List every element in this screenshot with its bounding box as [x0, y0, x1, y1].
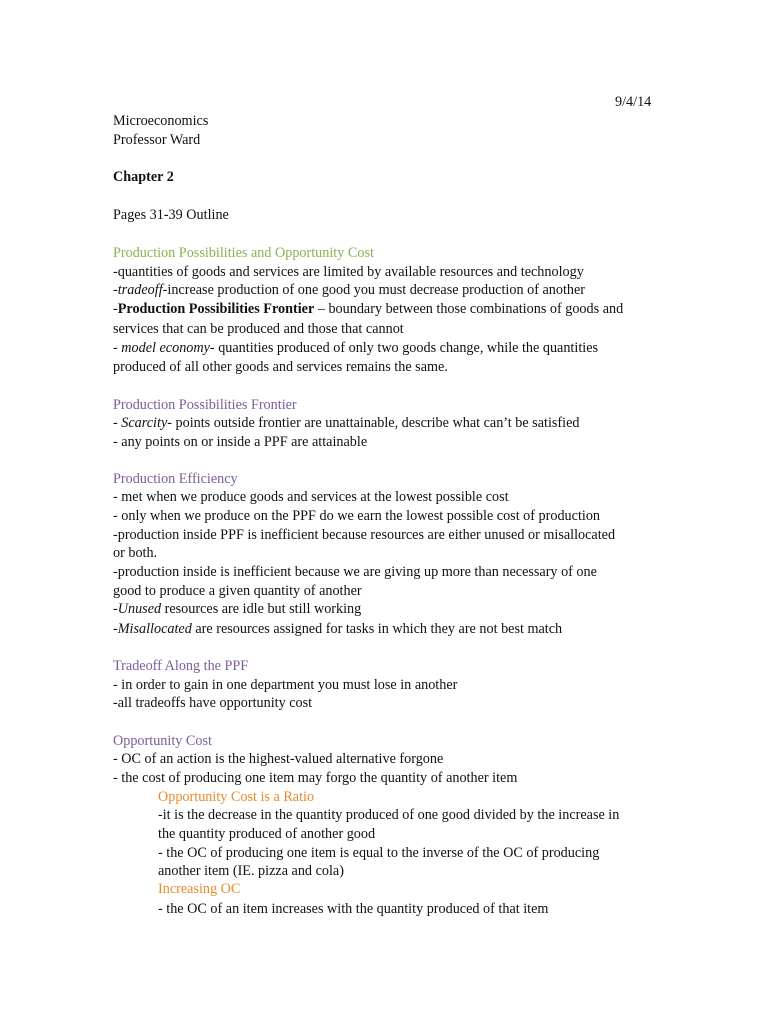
s3-line-7: -Unused resources are idle but still working [113, 601, 362, 617]
s2-line-1: - Scarcity- points outside frontier are unattainable, describe what can’t be satisfied [113, 415, 580, 431]
term-misallocated: Misallocated [117, 621, 192, 637]
chapter-title-text: Chapter 2 [113, 169, 174, 185]
term-model-economy: model economy [121, 340, 210, 356]
chapter-title [113, 168, 174, 186]
s5-sub1-line-1: -it is the decrease in the quantity produced of one good divided by the increase in [158, 807, 620, 823]
s3-line-3: -production inside PPF is inefficient because resources are either unused or misallocated [113, 527, 616, 543]
s3-line-8: -Misallocated are resources assigned for tasks in which they are not best match [113, 621, 563, 637]
note-date: 9/4/14 [615, 94, 652, 110]
term-scarcity: Scarcity [121, 415, 168, 431]
s5-sub1-line-3: - the OC of producing one item is equal to the inverse of the OC of producing [158, 845, 600, 861]
section-heading-ppf: Production Possibilities Frontier [113, 397, 297, 413]
s3-line-1: - met when we produce goods and services at the lowest possible cost [113, 489, 509, 505]
course-name: Microeconomics [113, 113, 209, 129]
s1-line-1: -quantities of goods and services are limited by available resources and technology [113, 264, 584, 280]
s3-line-5: -production inside is inefficient because we are giving up more than necessary of one [113, 564, 597, 580]
s1-line-4: services that can be produced and those that cannot [113, 321, 404, 337]
s3-line-4: or both. [113, 545, 158, 561]
term-ppf: Production Possibilities Frontier [117, 301, 315, 317]
section-heading-tradeoff: Tradeoff Along the PPF [113, 658, 249, 674]
s3-line-2: - only when we produce on the PPF do we earn the lowest possible cost of production [113, 508, 601, 524]
s5-sub1-line-4: another item (IE. pizza and cola) [158, 863, 344, 879]
s4-line-1: - in order to gain in one department you must lose in another [113, 677, 458, 693]
s4-line-2: -all tradeoffs have opportunity cost [113, 695, 313, 711]
s5-sub1-line-2: the quantity produced of another good [158, 826, 376, 842]
s1-line-2: -tradeoff-increase production of one good you must decrease production of another [113, 282, 586, 298]
s2-line-2: - any points on or inside a PPF are attainable [113, 434, 368, 450]
section-heading-production-efficiency: Production Efficiency [113, 471, 238, 487]
s1-line-5: - model economy- quantities produced of only two goods change, while the quantities [113, 340, 599, 356]
professor-name: Professor Ward [113, 132, 201, 148]
s3-line-6: good to produce a given quantity of another [113, 583, 362, 599]
s5-line-1: - OC of an action is the highest-valued alternative forgone [113, 751, 444, 767]
s5-sub2-line-1: - the OC of an item increases with the quantity produced of that item [158, 901, 549, 917]
term-tradeoff: tradeoff [117, 282, 163, 298]
section-heading-ppf-oc: Production Possibilities and Opportunity Cost [113, 245, 374, 261]
s5-line-2: - the cost of producing one item may forgo the quantity of another item [113, 770, 518, 786]
pages-outline: Pages 31-39 Outline [113, 207, 229, 223]
s1-line-6: produced of all other goods and services remains the same. [113, 359, 448, 375]
s1-line-3: -Production Possibilities Frontier – boundary between those combinations of goods and [113, 301, 624, 317]
subheading-oc-ratio: Opportunity Cost is a Ratio [158, 789, 315, 805]
term-unused: Unused [117, 601, 162, 617]
section-heading-opportunity-cost: Opportunity Cost [113, 733, 212, 749]
subheading-increasing-oc: Increasing OC [158, 881, 241, 897]
